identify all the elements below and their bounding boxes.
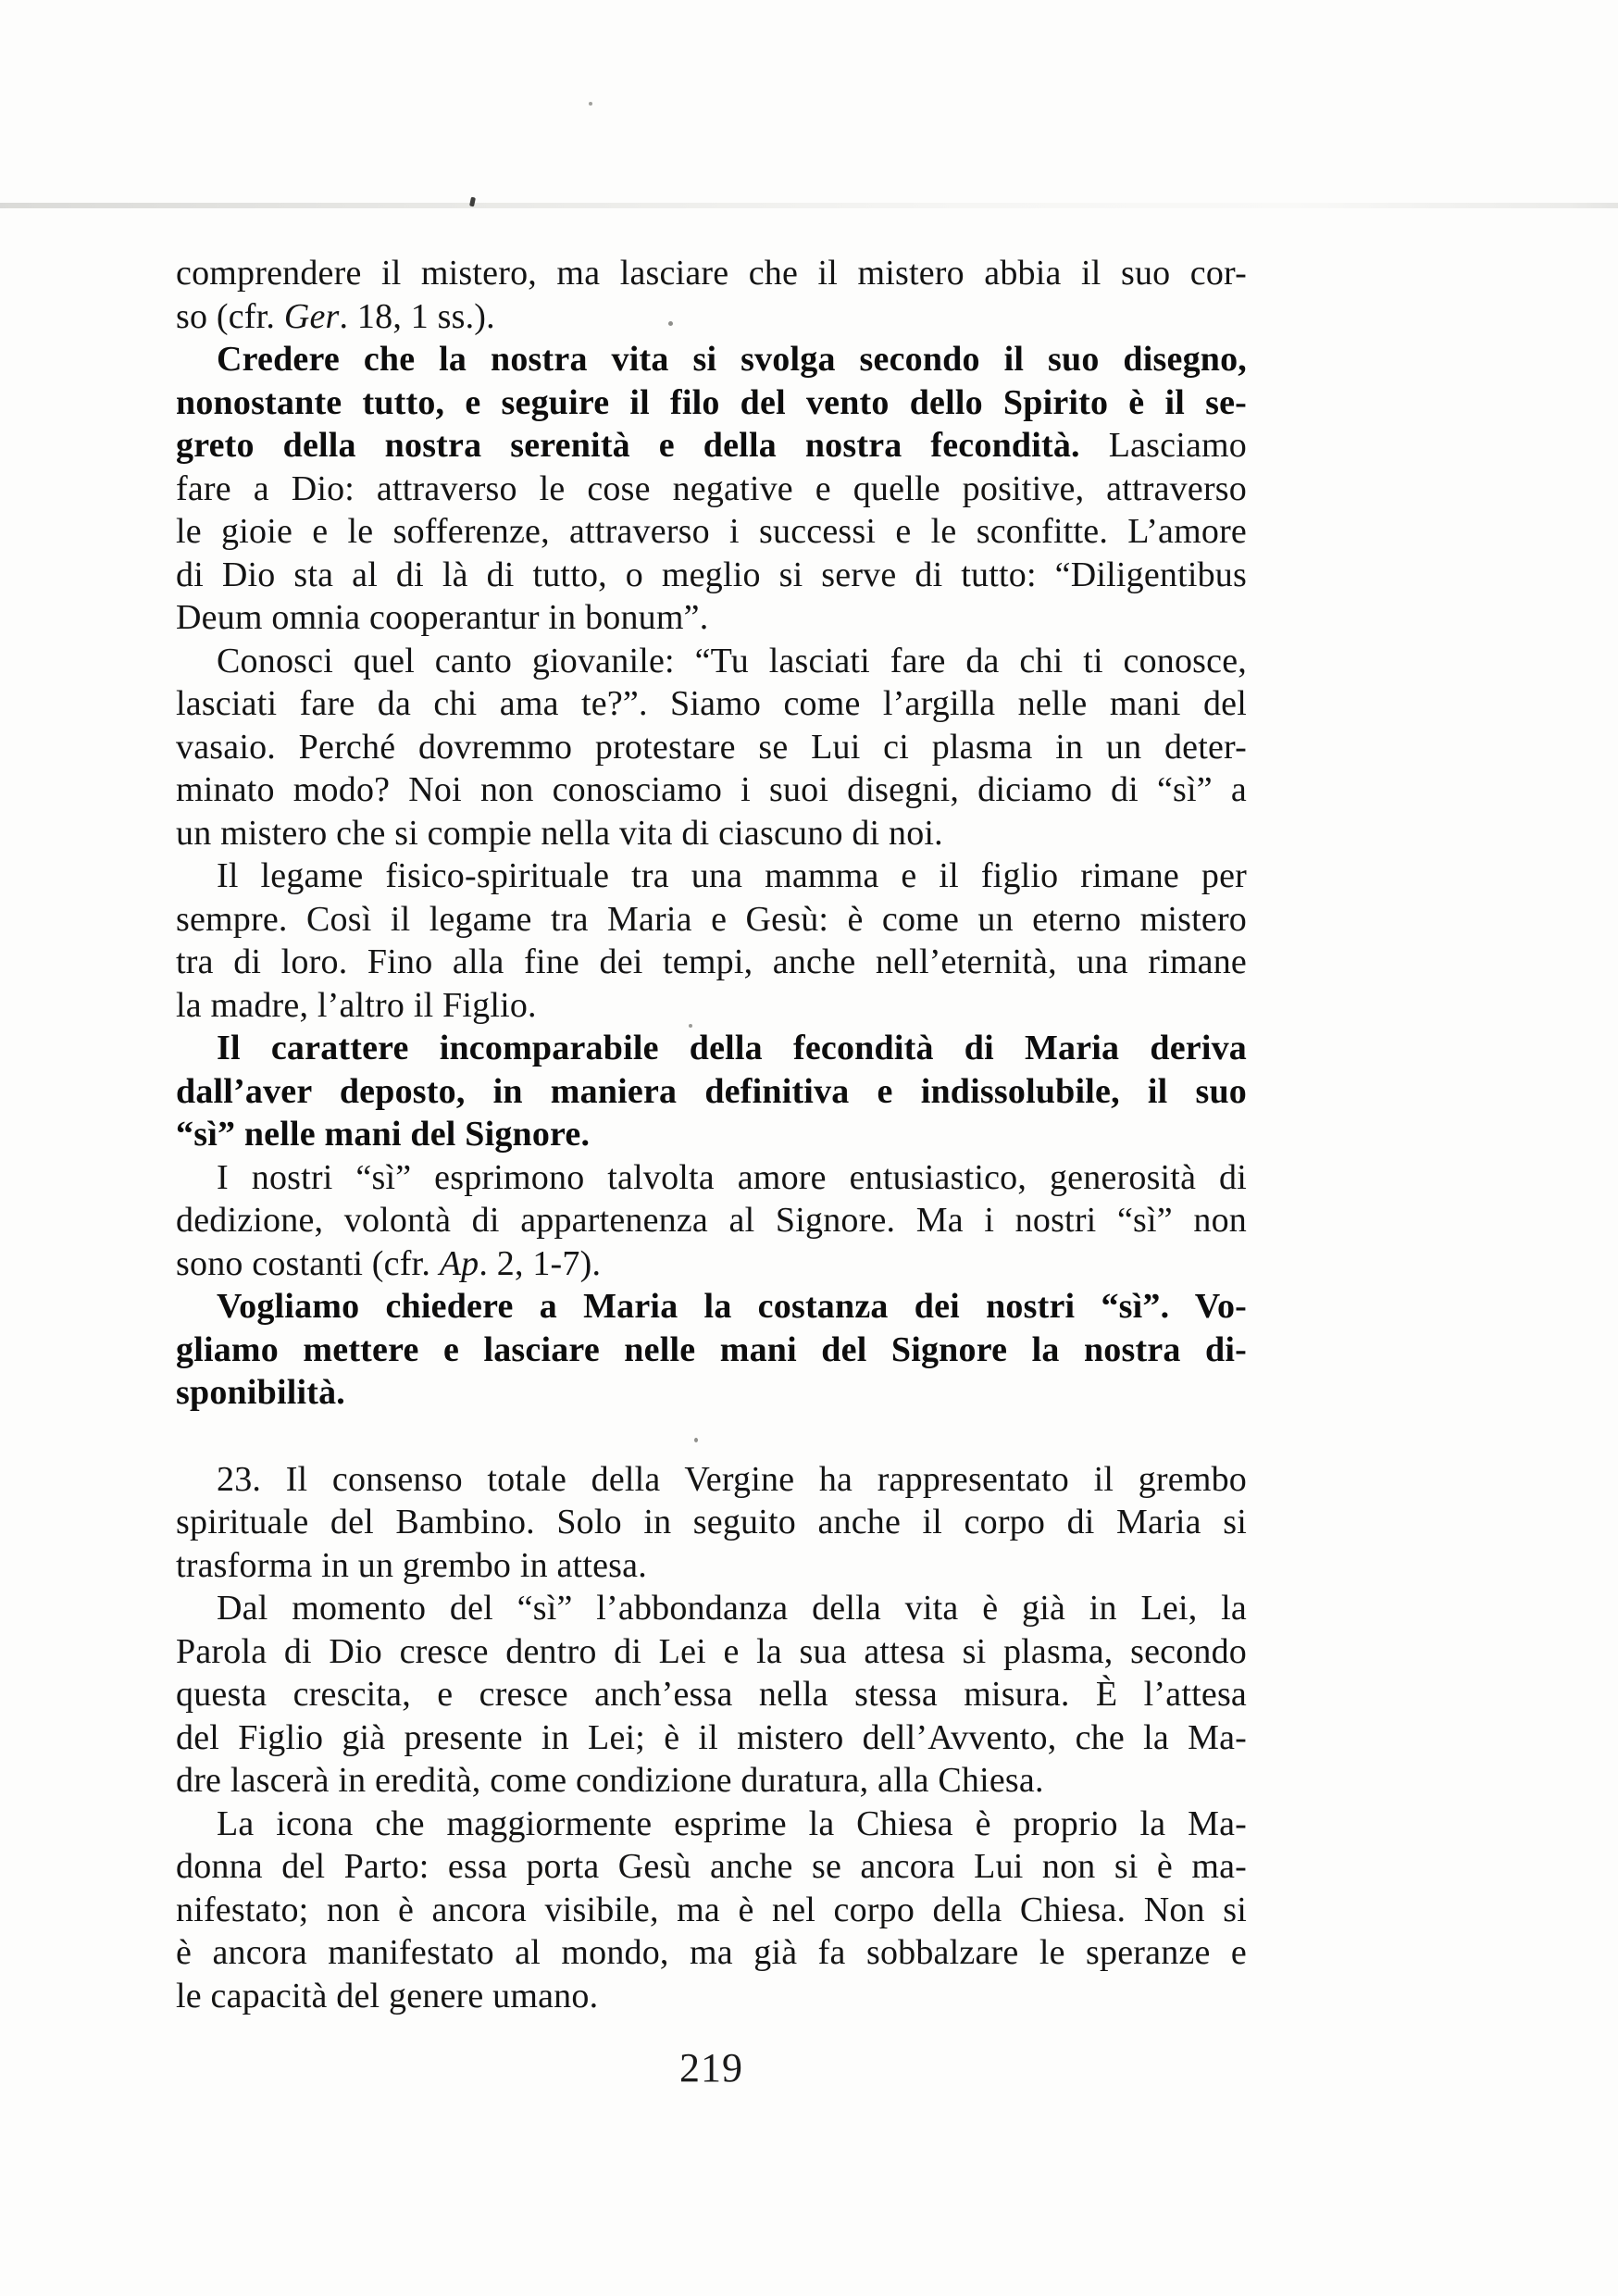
text-line: lasciati fare da chi ama te?”. Siamo come l’argilla nelle mani del — [176, 684, 1247, 723]
text-line: nifestato; non è ancora visibile, ma è nel corpo della Chiesa. Non si — [176, 1890, 1247, 1929]
text-line: dre lascerà in eredità, come condizione duratura, alla Chiesa. — [176, 1761, 1044, 1800]
text-line: Conosci quel canto giovanile: “Tu lasciati fare da chi ti conosce, — [217, 641, 1247, 680]
text-line: Parola di Dio cresce dentro di Lei e la sua attesa si plasma, secondo — [176, 1631, 1247, 1671]
text-line: tra di loro. Fino alla fine dei tempi, anche nell’eternità, una rimane — [176, 942, 1247, 981]
text-line: di Dio sta al di là di tutto, o meglio si serve di tutto: “Diligentibus — [176, 555, 1247, 594]
text-line: le gioie e le sofferenze, attraverso i successi e le sconfitte. L’amore — [176, 512, 1247, 551]
text-line: dall’aver deposto, in maniera definitiva e indissolubile, il suo — [176, 1071, 1247, 1111]
text-line: “sì” nelle mani del Signore. — [176, 1115, 591, 1154]
text-line: vasaio. Perché dovremmo protestare se Lui ci plasma in un deter- — [176, 727, 1247, 767]
text-line: è ancora manifestato al mondo, ma già fa sobbalzare le speranze e — [176, 1933, 1247, 1972]
text-line: donna del Parto: essa porta Gesù anche se ancora Lui non si è ma- — [176, 1847, 1247, 1886]
text-line: trasforma in un grembo in attesa. — [176, 1545, 647, 1585]
text-line: Credere che la nostra vita si svolga secondo il suo disegno, — [217, 340, 1247, 379]
text-line: Il legame fisico-spirituale tra una mamma e il figlio rimane per — [217, 856, 1247, 895]
text-line: Deum omnia cooperantur in bonum”. — [176, 598, 709, 637]
page-text — [176, 252, 1247, 2017]
text-line: greto della nostra serenità e della nostra fecondità. Lasciamo — [176, 426, 1248, 465]
text-line: un mistero che si compie nella vita di ciascuno di noi. — [176, 813, 943, 853]
text-line: comprendere il mistero, ma lasciare che il mistero abbia il suo cor- — [176, 254, 1247, 293]
text-line: Dal momento del “sì” l’abbondanza della vita è già in Lei, la — [217, 1589, 1247, 1628]
text-line: spirituale del Bambino. Solo in seguito anche il corpo di Maria si — [176, 1503, 1247, 1541]
text-line: sponibilità. — [176, 1373, 345, 1412]
text-line: Il carattere incomparabile della fecondità di Maria deriva — [217, 1029, 1247, 1067]
text-line: gliamo mettere e lasciare nelle mani del Signore la nostra di- — [176, 1329, 1247, 1369]
text-line: sempre. Così il legame tra Maria e Gesù: è come un eterno mistero — [176, 899, 1247, 939]
text-line: fare a Dio: attraverso le cose negative e quelle positive, attraverso — [176, 468, 1247, 508]
text-line: dedizione, volontà di appartenenza al Signore. Ma i nostri “sì” non — [176, 1201, 1247, 1240]
text-line: Vogliamo chiedere a Maria la costanza dei nostri “sì”. Vo- — [217, 1287, 1247, 1326]
text-line: le capacità del genere umano. — [176, 1976, 599, 2015]
text-line: sono costanti (cfr. Ap. 2, 1-7). — [176, 1243, 602, 1283]
text-line: nonostante tutto, e seguire il filo del vento dello Spirito è il se- — [176, 382, 1247, 422]
scan-line-artifact — [0, 203, 1618, 208]
text-line: minato modo? Noi non conosciamo i suoi disegni, diciamo di “sì” a — [176, 770, 1247, 809]
text-line: so (cfr. Ger. 18, 1 ss.). — [176, 296, 495, 336]
text-line: questa crescita, e cresce anch’essa nella stessa misura. È l’attesa — [176, 1675, 1247, 1714]
text-line: la madre, l’altro il Figlio. — [176, 985, 537, 1025]
text-line: I nostri “sì” esprimono talvolta amore entusiastico, generosità di — [217, 1157, 1247, 1197]
text-line: 23. Il consenso totale della Vergine ha rappresentato il grembo — [217, 1459, 1247, 1499]
page-number: 219 — [679, 2045, 743, 2090]
text-line: del Figlio già presente in Lei; è il mistero dell’Avvento, che la Ma- — [176, 1717, 1247, 1757]
text-line: La icona che maggiormente esprime la Chiesa è proprio la Ma- — [217, 1803, 1247, 1843]
scan-speck — [589, 102, 592, 106]
